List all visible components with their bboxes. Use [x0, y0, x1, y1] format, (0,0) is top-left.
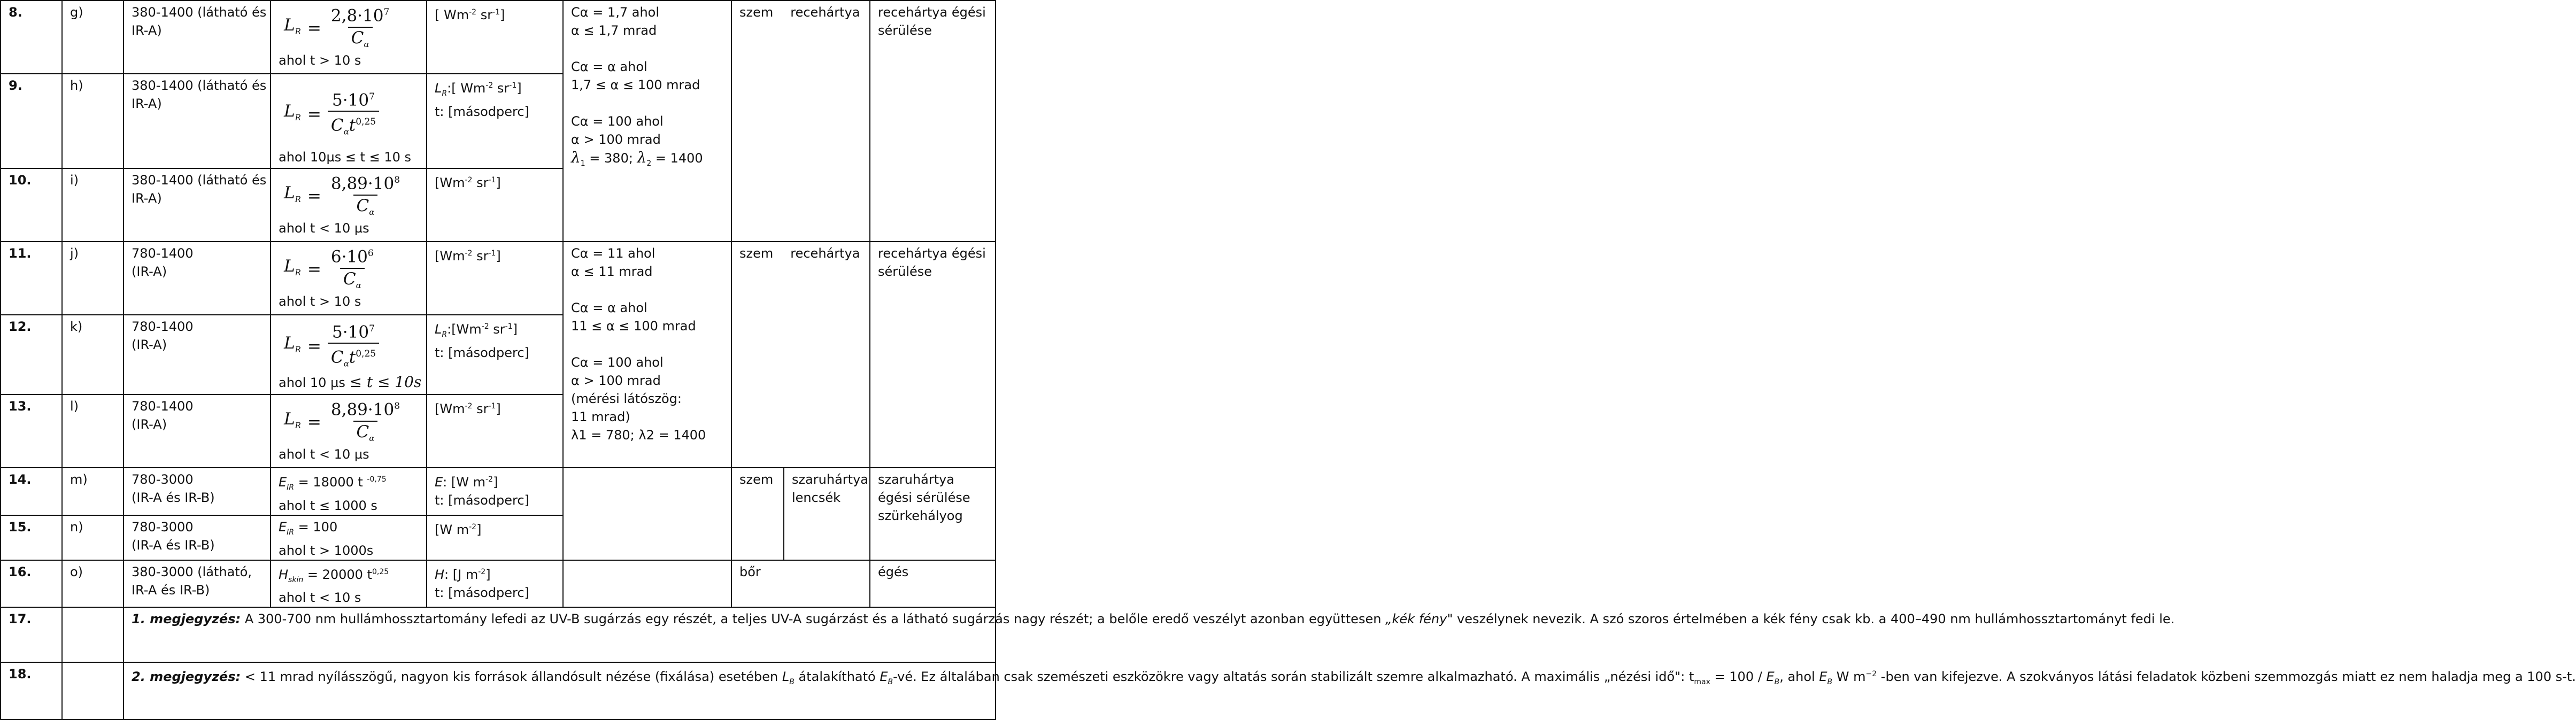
param-line: 1,7 ≤ α ≤ 100 mrad — [571, 78, 700, 92]
wavelength-range: 780-3000 (IR-A és IR-B) — [124, 515, 271, 560]
range-line: IR-A) — [132, 23, 162, 38]
row-number: 13. — [1, 394, 62, 468]
limit-formula — [271, 315, 427, 394]
param-line: Cα = 1,7 ahol — [571, 5, 660, 20]
row-number: 9. — [1, 74, 62, 168]
note-2: 2. megjegyzés: < 11 mrad nyílásszögű, nagyon kis források állandósult nézése (fixálása) esetében $L_B$ átalakítható $E_B-vé$. Ez általában csak szemészeti eszközökre vagy altatás során stabilizált szemre alkalmazható. A maximális „nézési idő": $t_{max} = 100 / E_B$, ahol $E_B$ W $m^{-2}$ -ben van kifejezve. A szokványos látási feladatok közbeni szemmozgás miatt ez nem haladja meg a 100 s-t. — [124, 662, 996, 719]
limit-formula: $E_{IR} = 18000$ t $^{-0,75}$ ahol t ≤ 1000 s — [271, 468, 427, 515]
formula-condition: ahol t > 10 s — [279, 294, 361, 309]
organ-cell — [731, 1, 870, 242]
row-number: 14. — [1, 468, 62, 515]
formula: $L_R$ = $\frac{5\cdot 10^7}{C_\alpha t^{0,25}}$ — [284, 81, 421, 148]
table-row — [1, 242, 996, 315]
param-line: Cα = 100 ahol — [571, 114, 664, 129]
unit-cell: [$Wm^{-2}$ $sr^{-1}$] — [427, 168, 563, 242]
row-number: 15. — [1, 515, 62, 560]
lambda-line: $\lambda_1 = 380$; $\lambda_2 = 1400$ — [571, 149, 703, 168]
row-letter: g) — [62, 1, 124, 74]
unit-cell: [W $m^{-2}$] — [427, 515, 563, 560]
unit-cell: [$Wm^{-2}$ $sr^{-1}$] — [427, 242, 563, 315]
row-letter: i) — [62, 168, 124, 242]
wavelength-range: 780-3000 (IR-A és IR-B) — [124, 468, 271, 515]
organ-part: szaruhártya lencsék — [784, 468, 870, 560]
row-letter: l) — [62, 394, 124, 468]
limit-formula: $H_{skin} = 20000$ $t^{0,25}$ ahol t < 10 s — [271, 560, 427, 608]
formula: $L_R$ = $\frac{2,8\cdot 10^7}{C_\alpha}$ — [284, 5, 421, 51]
unit-cell: $L_R:[Wm^{-2}$ $sr^{-1}$] t: [másodperc] — [427, 315, 563, 394]
formula: $L_R$ = $\frac{5\cdot 10^7}{C_\alpha t^{0,25}}$ — [284, 320, 421, 373]
formula: $L_R$ = $\frac{6\cdot 10^6}{C_\alpha}$ — [284, 246, 421, 292]
note-1: 1. megjegyzés: A 300-700 nm hullámhossztartomány lefedi az UV-B sugárzás egy részét, a teljes UV-A sugárzást és a látható sugárzás nagy részét; a belőle eredő veszélyt azonban együttesen „kék fény" veszélynek nevezik. A szó szoros értelmében a kék fény csak kb. a 400–490 nm hullámhossztartományt fedi le. — [124, 607, 996, 662]
wavelength-range: 380-3000 (látható, IR-A és IR-B) — [124, 560, 271, 608]
limit-formula — [271, 168, 427, 242]
row-number: 8. — [1, 1, 62, 74]
effect-cell: recehártya égési sérülése — [870, 1, 996, 242]
wavelength-range: 380-1400 (látható és IR-A) — [124, 74, 271, 168]
wavelength-range: 380-1400 (látható és IR-A) — [124, 168, 271, 242]
parameter-block — [563, 1, 731, 242]
formula-condition: ahol t < 10 µs — [279, 447, 369, 462]
table-row — [1, 662, 996, 719]
organ: szem — [731, 468, 784, 560]
table-row — [1, 607, 996, 662]
parameter-block — [563, 560, 731, 608]
row-letter: m) — [62, 468, 124, 515]
effect-cell: szaruhártya égési sérülése szürkehályog — [870, 468, 996, 560]
row-letter — [62, 662, 124, 719]
formula: $L_R$ = $\frac{8,89\cdot 10^8}{C_\alpha}$ — [284, 173, 421, 219]
limit-formula — [271, 74, 427, 168]
effect-cell: recehártya égési sérülése — [870, 242, 996, 468]
table-row — [1, 1, 996, 74]
formula-condition: ahol t > 10 s — [279, 53, 361, 68]
row-number: 11. — [1, 242, 62, 315]
limit-formula — [271, 1, 427, 74]
row-number: 12. — [1, 315, 62, 394]
wavelength-range — [124, 1, 271, 74]
unit-cell: [ $Wm^{-2}$ $sr^{-1}$] — [427, 1, 563, 74]
row-letter: j) — [62, 242, 124, 315]
row-letter: h) — [62, 74, 124, 168]
param-line: Cα = α ahol — [571, 59, 647, 74]
wavelength-range: 780-1400 (IR-A) — [124, 315, 271, 394]
parameter-block — [563, 468, 731, 560]
row-letter — [62, 607, 124, 662]
unit-cell: E: [W $m^{-2}$] t: [másodperc] — [427, 468, 563, 515]
row-number: 18. — [1, 662, 62, 719]
limit-formula — [271, 242, 427, 315]
effect-cell: égés — [870, 560, 996, 608]
limit-formula: $E_{IR} = 100$ ahol t > 1000s — [271, 515, 427, 560]
row-letter: k) — [62, 315, 124, 394]
row-letter: n) — [62, 515, 124, 560]
organ: szem — [739, 5, 774, 20]
table-row — [1, 468, 996, 515]
row-number: 16. — [1, 560, 62, 608]
row-letter: o) — [62, 560, 124, 608]
unit-cell: [$Wm^{-2}$ $sr^{-1}$] — [427, 394, 563, 468]
param-line: α ≤ 1,7 mrad — [571, 23, 657, 38]
organ-part: recehártya — [790, 5, 860, 20]
formula: $L_R$ = $\frac{8,89\cdot 10^8}{C_\alpha}$ — [284, 399, 421, 445]
limit-formula — [271, 394, 427, 468]
range-line: 380-1400 (látható és — [132, 5, 267, 20]
unit-cell: $L_R$:[ $Wm^{-2}$ $sr^{-1}$] t: [másodperc] — [427, 74, 563, 168]
unit-cell: H: [J $m^{-2}$] t: [másodperc] — [427, 560, 563, 608]
formula-condition: ahol 10µs ≤ t ≤ 10 s — [279, 150, 412, 165]
organ: bőr — [731, 560, 870, 608]
row-number: 10. — [1, 168, 62, 242]
table-row — [1, 560, 996, 608]
organ-cell: szem recehártya — [731, 242, 870, 468]
formula-condition: ahol t < 10 µs — [279, 221, 369, 236]
wavelength-range: 780-1400 (IR-A) — [124, 242, 271, 315]
row-number: 17. — [1, 607, 62, 662]
wavelength-range: 780-1400 (IR-A) — [124, 394, 271, 468]
parameter-block: Cα = 11 ahol α ≤ 11 mrad Cα = α ahol 11 ≤ α ≤ 100 mrad Cα = 100 ahol α > 100 mrad (mérési látószög: 11 mrad) λ1 = 780; λ2 = 1400 — [563, 242, 731, 468]
formula-condition: ahol 10 µs ≤ t ≤ 10s — [279, 373, 422, 391]
param-line: α > 100 mrad — [571, 132, 661, 147]
